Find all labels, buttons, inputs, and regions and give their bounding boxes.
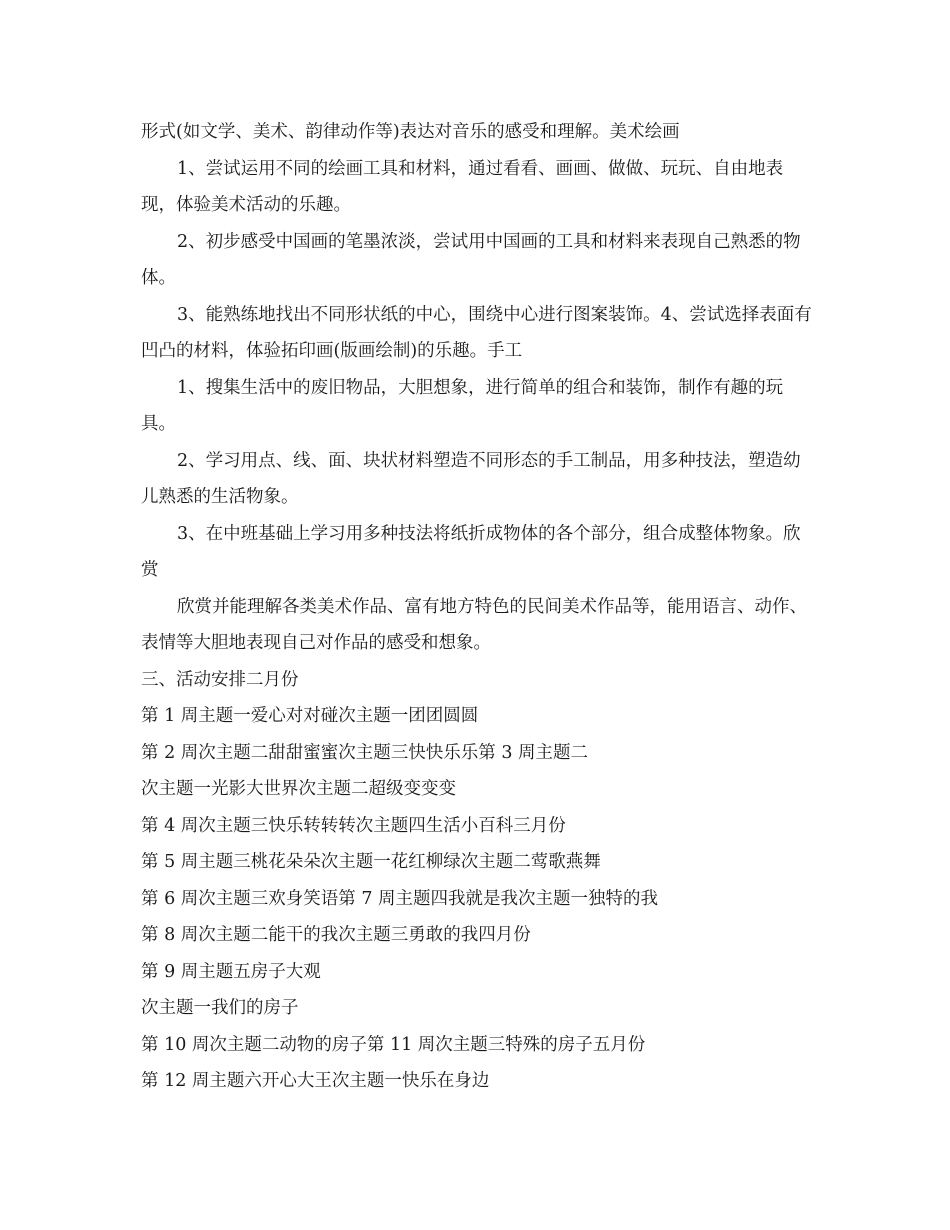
paragraph-form-expression: 形式(如文学、美术、韵律动作等)表达对音乐的感受和理解。美术绘画 [141,122,680,142]
schedule-line: 第 9 周主题五房子大观 [141,961,321,982]
paragraph-painting-3-4: 3、能熟练地找出不同形状纸的中心，围绕中心进行图案装饰。4、尝试选择表面有凹凸的材料，体验拓印画(版画绘制)的乐趣。手工 [141,304,812,361]
paragraph-handcraft-1: 1、搜集生活中的废旧物品，大胆想象，进行简单的组合和装饰，制作有趣的玩具。 [141,377,784,434]
schedule-line: 次主题一我们的房子 [141,998,299,1018]
paragraph-painting-2: 2、初步感受中国画的笔墨浓淡，尝试用中国画的工具和材料来表现自己熟悉的物体。 [141,231,801,288]
schedule-line: 第 12 周主题六开心大王次主题一快乐在身边 [141,1071,490,1091]
schedule-line: 第 4 周次主题三快乐转转转次主题四生活小百科三月份 [141,815,566,836]
document-body [141,114,813,1100]
schedule-line: 第 5 周主题三桃花朵朵次主题一花红柳绿次主题二莺歌燕舞 [141,852,601,872]
schedule-line: 次主题一光影大世界次主题二超级变变变 [141,779,456,799]
schedule-line: 第 2 周次主题二甜甜蜜蜜次主题三快快乐乐第 3 周主题二 [141,742,589,763]
section-heading-activity-schedule: 三、活动安排二月份 [141,669,299,690]
schedule-line: 第 6 周次主题三欢身笑语第 7 周主题四我就是我次主题一独特的我 [141,888,659,909]
schedule-line: 第 8 周次主题二能干的我次主题三勇敢的我四月份 [141,925,531,945]
paragraph-handcraft-3: 3、在中班基础上学习用多种技法将纸折成物体的各个部分，组合成整体物象。欣赏 [141,523,801,580]
paragraph-handcraft-2: 2、学习用点、线、面、块状材料塑造不同形态的手工制品，用多种技法，塑造幼儿熟悉的生活物象。 [141,450,801,507]
paragraph-painting-1: 1、尝试运用不同的绘画工具和材料，通过看看、画画、做做、玩玩、自由地表现，体验美术活动的乐趣。 [141,158,784,215]
schedule-line: 第 10 周次主题二动物的房子第 11 周次主题三特殊的房子五月份 [141,1034,646,1055]
schedule-line: 第 1 周主题一爱心对对碰次主题一团团圆圆 [141,706,479,726]
paragraph-appreciation: 欣赏并能理解各类美术作品、富有地方特色的民间美术作品等，能用语言、动作、表情等大胆地表现自己对作品的感受和想象。 [141,596,807,653]
